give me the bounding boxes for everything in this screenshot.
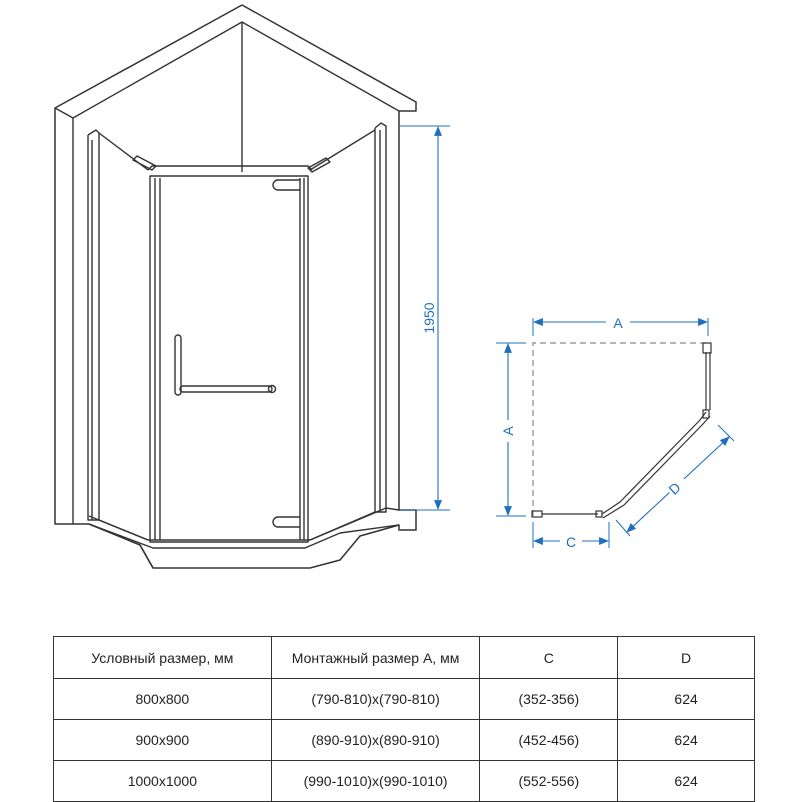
top-frame bbox=[148, 166, 312, 170]
door-handle-vertical bbox=[175, 335, 181, 395]
table-header-row bbox=[54, 637, 755, 679]
plan-depth-label: A bbox=[500, 426, 516, 436]
table-row bbox=[54, 679, 755, 720]
cell-mounting-size: (890-910)х(890-910) bbox=[271, 720, 480, 761]
cell-d: 624 bbox=[618, 761, 755, 802]
cell-c: (352-356) bbox=[480, 679, 618, 720]
cell-c: (452-456) bbox=[480, 720, 618, 761]
cell-c: (552-556) bbox=[480, 761, 618, 802]
door-frame bbox=[150, 176, 308, 542]
plan-width-label: A bbox=[613, 315, 623, 331]
top-hinge bbox=[273, 180, 300, 190]
wall-inner-edge bbox=[73, 22, 399, 118]
cell-d: 624 bbox=[618, 679, 755, 720]
cell-nominal-size: 900х900 bbox=[54, 720, 272, 761]
header-mounting-size: Монтажный размер A, мм bbox=[271, 637, 480, 679]
header-nominal-size: Условный размер, мм bbox=[54, 637, 272, 679]
cell-nominal-size: 1000х1000 bbox=[54, 761, 272, 802]
size-spec-table bbox=[53, 636, 755, 802]
plan-right-end bbox=[703, 343, 711, 353]
bottom-hinge bbox=[273, 517, 300, 527]
height-label: 1950 bbox=[421, 302, 437, 334]
cell-nominal-size: 800х800 bbox=[54, 679, 272, 720]
header-d: D bbox=[618, 637, 755, 679]
plan-view bbox=[496, 312, 734, 550]
height-dimension bbox=[400, 126, 450, 510]
table-row bbox=[54, 761, 755, 802]
plan-door-diagonal bbox=[602, 412, 706, 514]
cell-d: 624 bbox=[618, 720, 755, 761]
towel-bar bbox=[180, 386, 272, 392]
plan-diagonal-label: D bbox=[665, 479, 684, 498]
plan-front-label: C bbox=[565, 534, 577, 550]
left-panel-frame bbox=[88, 130, 99, 520]
cell-mounting-size: (990-1010)х(990-1010) bbox=[271, 761, 480, 802]
tray-front-left bbox=[140, 545, 153, 568]
tray-top bbox=[89, 508, 399, 540]
shower-enclosure-view bbox=[55, 5, 416, 568]
cell-mounting-size: (790-810)х(790-810) bbox=[271, 679, 480, 720]
header-c: C bbox=[480, 637, 618, 679]
right-panel-top-link bbox=[310, 130, 375, 170]
table-row bbox=[54, 720, 755, 761]
wall-left-front bbox=[55, 108, 73, 118]
